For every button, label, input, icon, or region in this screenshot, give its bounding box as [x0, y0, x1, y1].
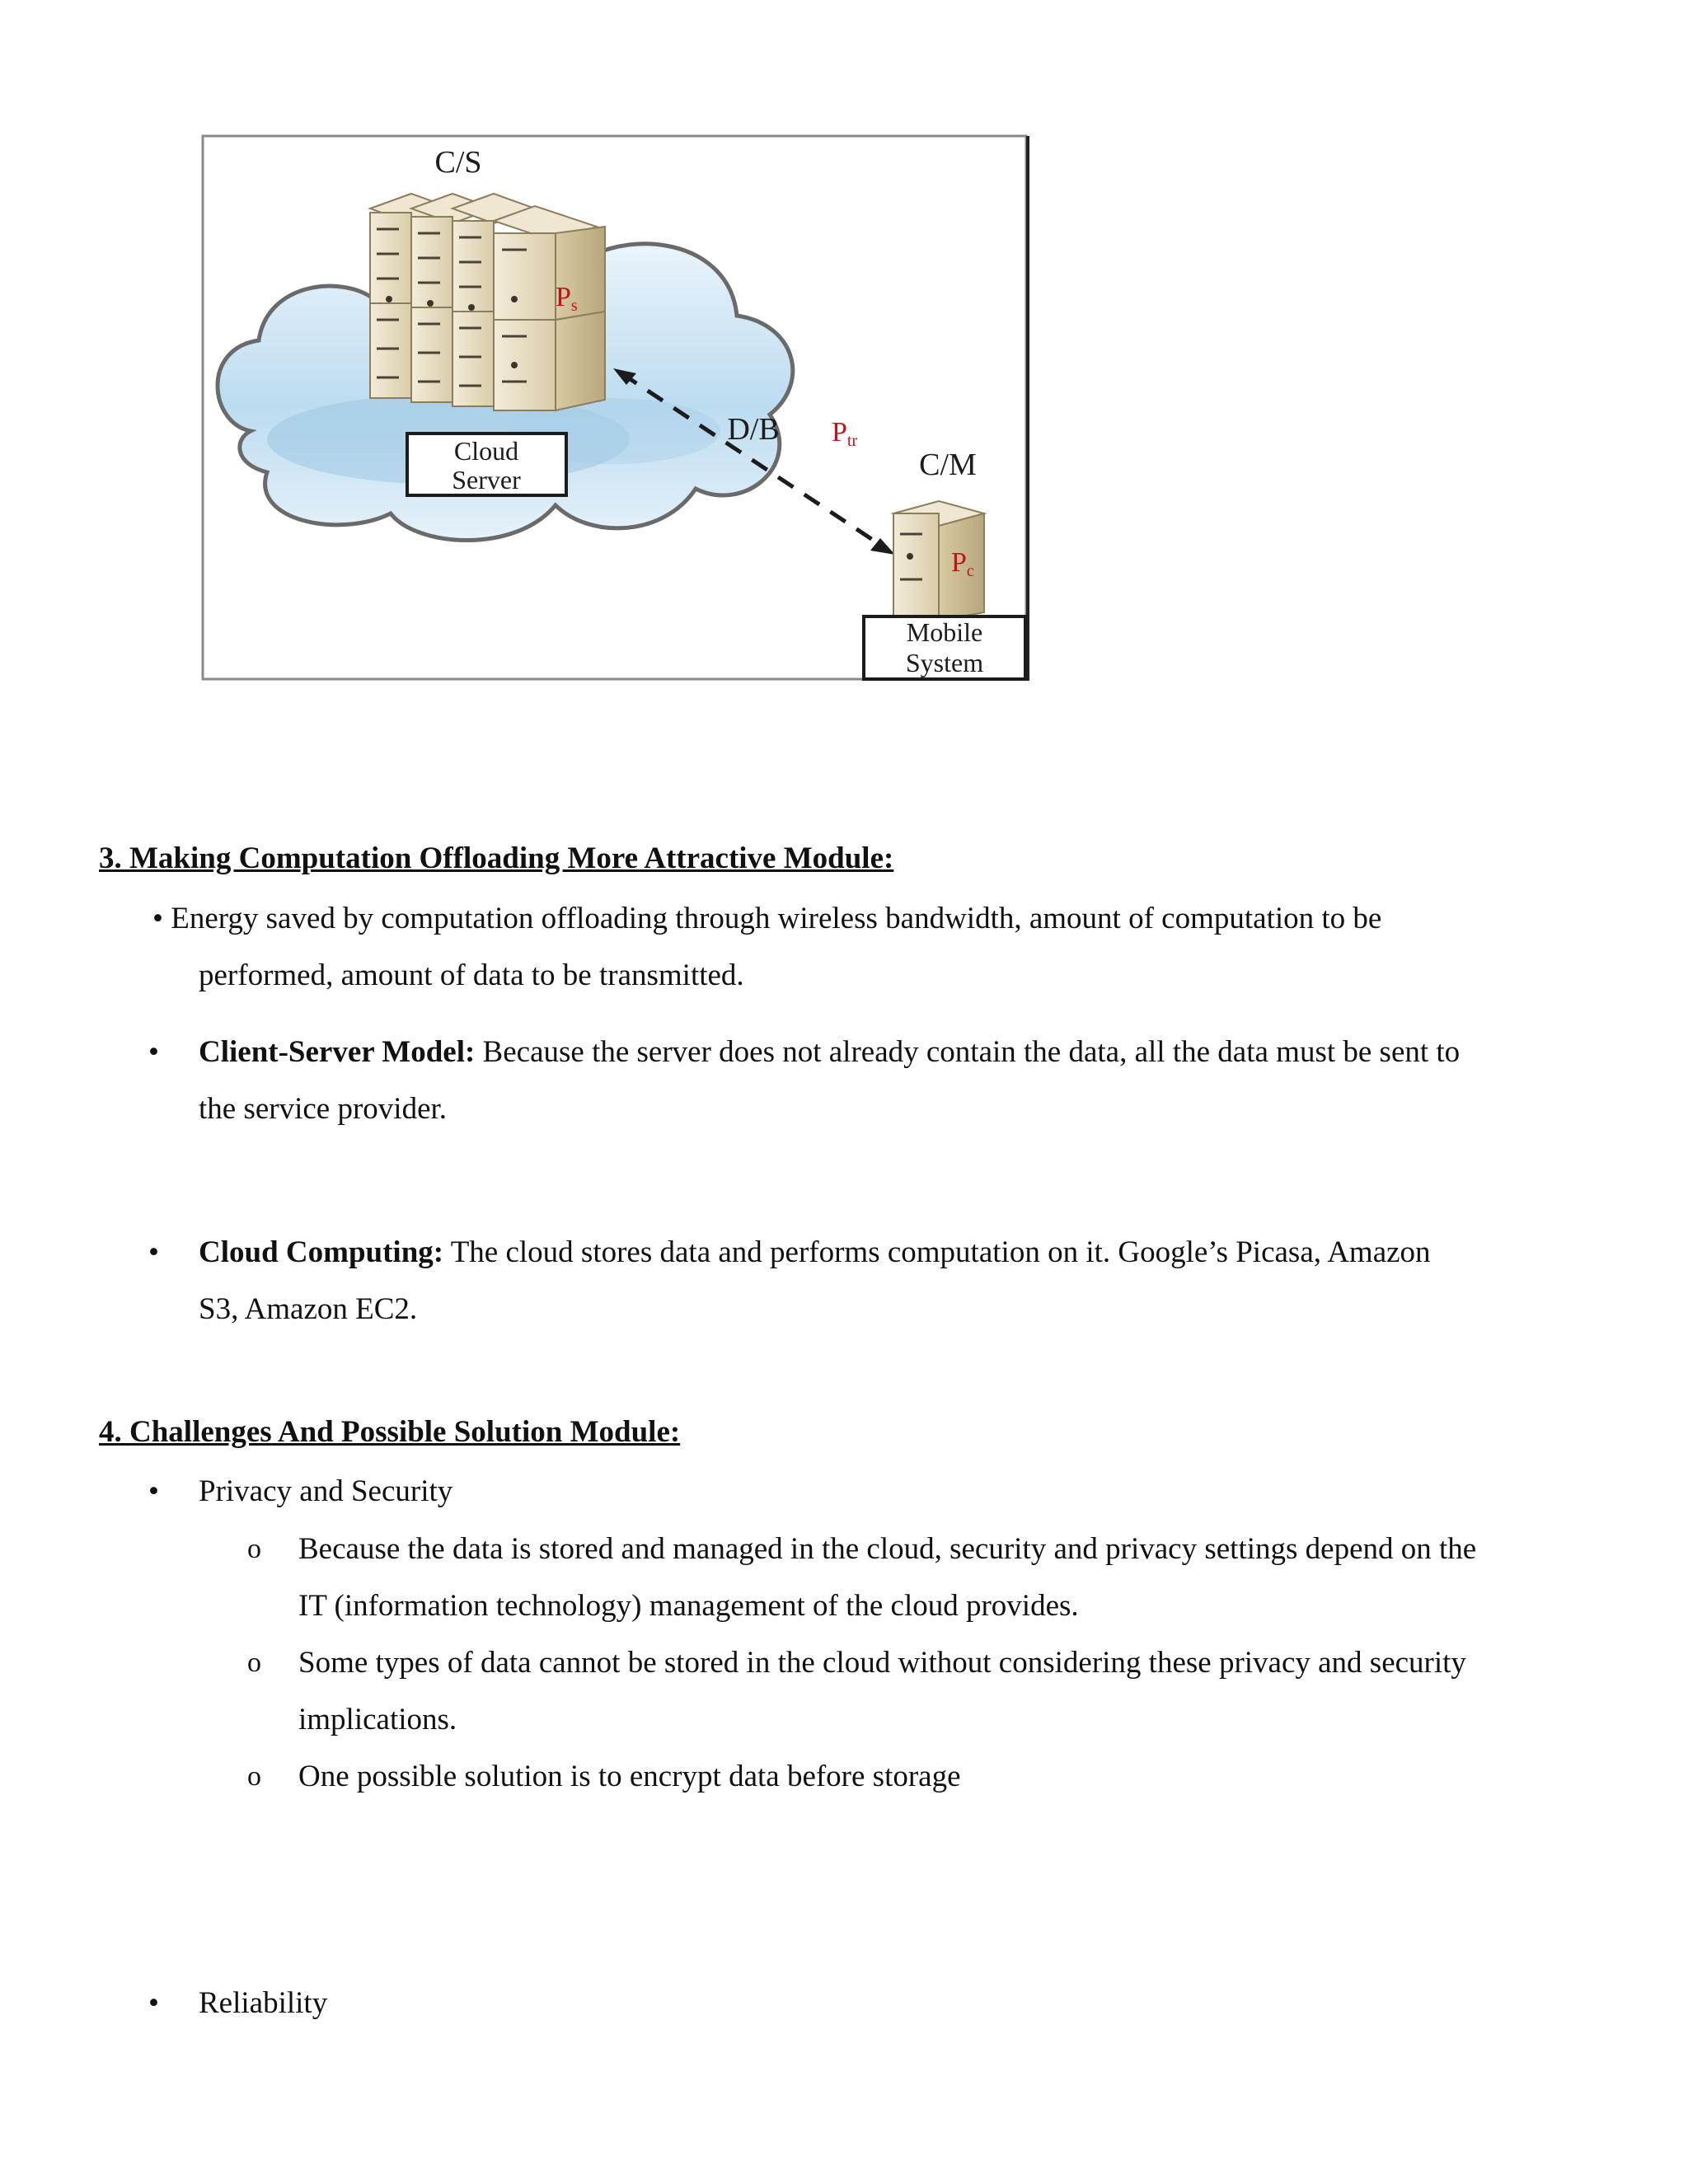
- cloud-computing-term: Cloud Computing:: [199, 1235, 444, 1269]
- privacy-point-1-line1: Because the data is stored and managed in the cloud, security and privacy settings depend on the: [298, 1532, 1477, 1566]
- sub-bullet-dot: o: [247, 1647, 261, 1678]
- mobile-system-server: [893, 501, 984, 621]
- cloud-server-label-line1: Cloud: [453, 436, 519, 466]
- reliability-label: Reliability: [199, 1986, 328, 2020]
- client-power-symbol: Pc: [951, 547, 974, 580]
- privacy-point-2-line1: Some types of data cannot be stored in the cloud without considering these privacy and security: [298, 1646, 1466, 1680]
- privacy-point-2-line2: implications.: [298, 1703, 457, 1736]
- cloud-computing-line2: S3, Amazon EC2.: [199, 1292, 418, 1326]
- section-4-heading: 4. Challenges And Possible Solution Module:: [99, 1415, 681, 1449]
- sub-bullet-dot: o: [247, 1761, 261, 1792]
- cloud-computing-line1: Cloud Computing: The cloud stores data and performs computation on it. Google’s Picasa, Amazon: [199, 1235, 1431, 1269]
- bullet-dot: •: [152, 902, 163, 935]
- server-power-symbol: Ps: [556, 282, 578, 315]
- privacy-security-label: Privacy and Security: [199, 1474, 453, 1508]
- privacy-point-1-line2: IT (information technology) management of the cloud provides.: [298, 1589, 1079, 1623]
- client-server-term: Client-Server Model:: [199, 1035, 476, 1069]
- cm-label: C/M: [919, 448, 977, 482]
- transfer-power-symbol: Ptr: [832, 417, 858, 450]
- bullet-dot: •: [148, 1035, 159, 1069]
- bullet-energy-line2: performed, amount of data to be transmitted.: [199, 958, 744, 992]
- cs-label: C/S: [434, 145, 482, 180]
- mobile-system-label-line1: Mobile: [906, 617, 983, 647]
- section-3-heading: 3. Making Computation Offloading More Attractive Module:: [99, 841, 894, 875]
- bullet-dot: •: [148, 1474, 159, 1508]
- bullet-dot: •: [148, 1986, 159, 2020]
- db-label: D/B: [727, 412, 780, 447]
- client-server-line1: Client-Server Model: Because the server does not already contain the data, all the data must be sent to: [199, 1035, 1461, 1069]
- privacy-point-3-line1: One possible solution is to encrypt data before storage: [298, 1760, 961, 1793]
- client-server-line2: the service provider.: [199, 1092, 448, 1126]
- bullet-dot: •: [148, 1235, 159, 1269]
- diagram-svg: [201, 134, 1030, 682]
- bullet-energy-line1: • Energy saved by computation offloading through wireless bandwidth, amount of computation to be: [152, 902, 1382, 935]
- cloud-server-label-line2: Server: [452, 465, 521, 494]
- cloud-offloading-diagram: [201, 134, 1030, 682]
- sub-bullet-dot: o: [247, 1534, 261, 1564]
- mobile-system-label-line2: System: [905, 648, 984, 677]
